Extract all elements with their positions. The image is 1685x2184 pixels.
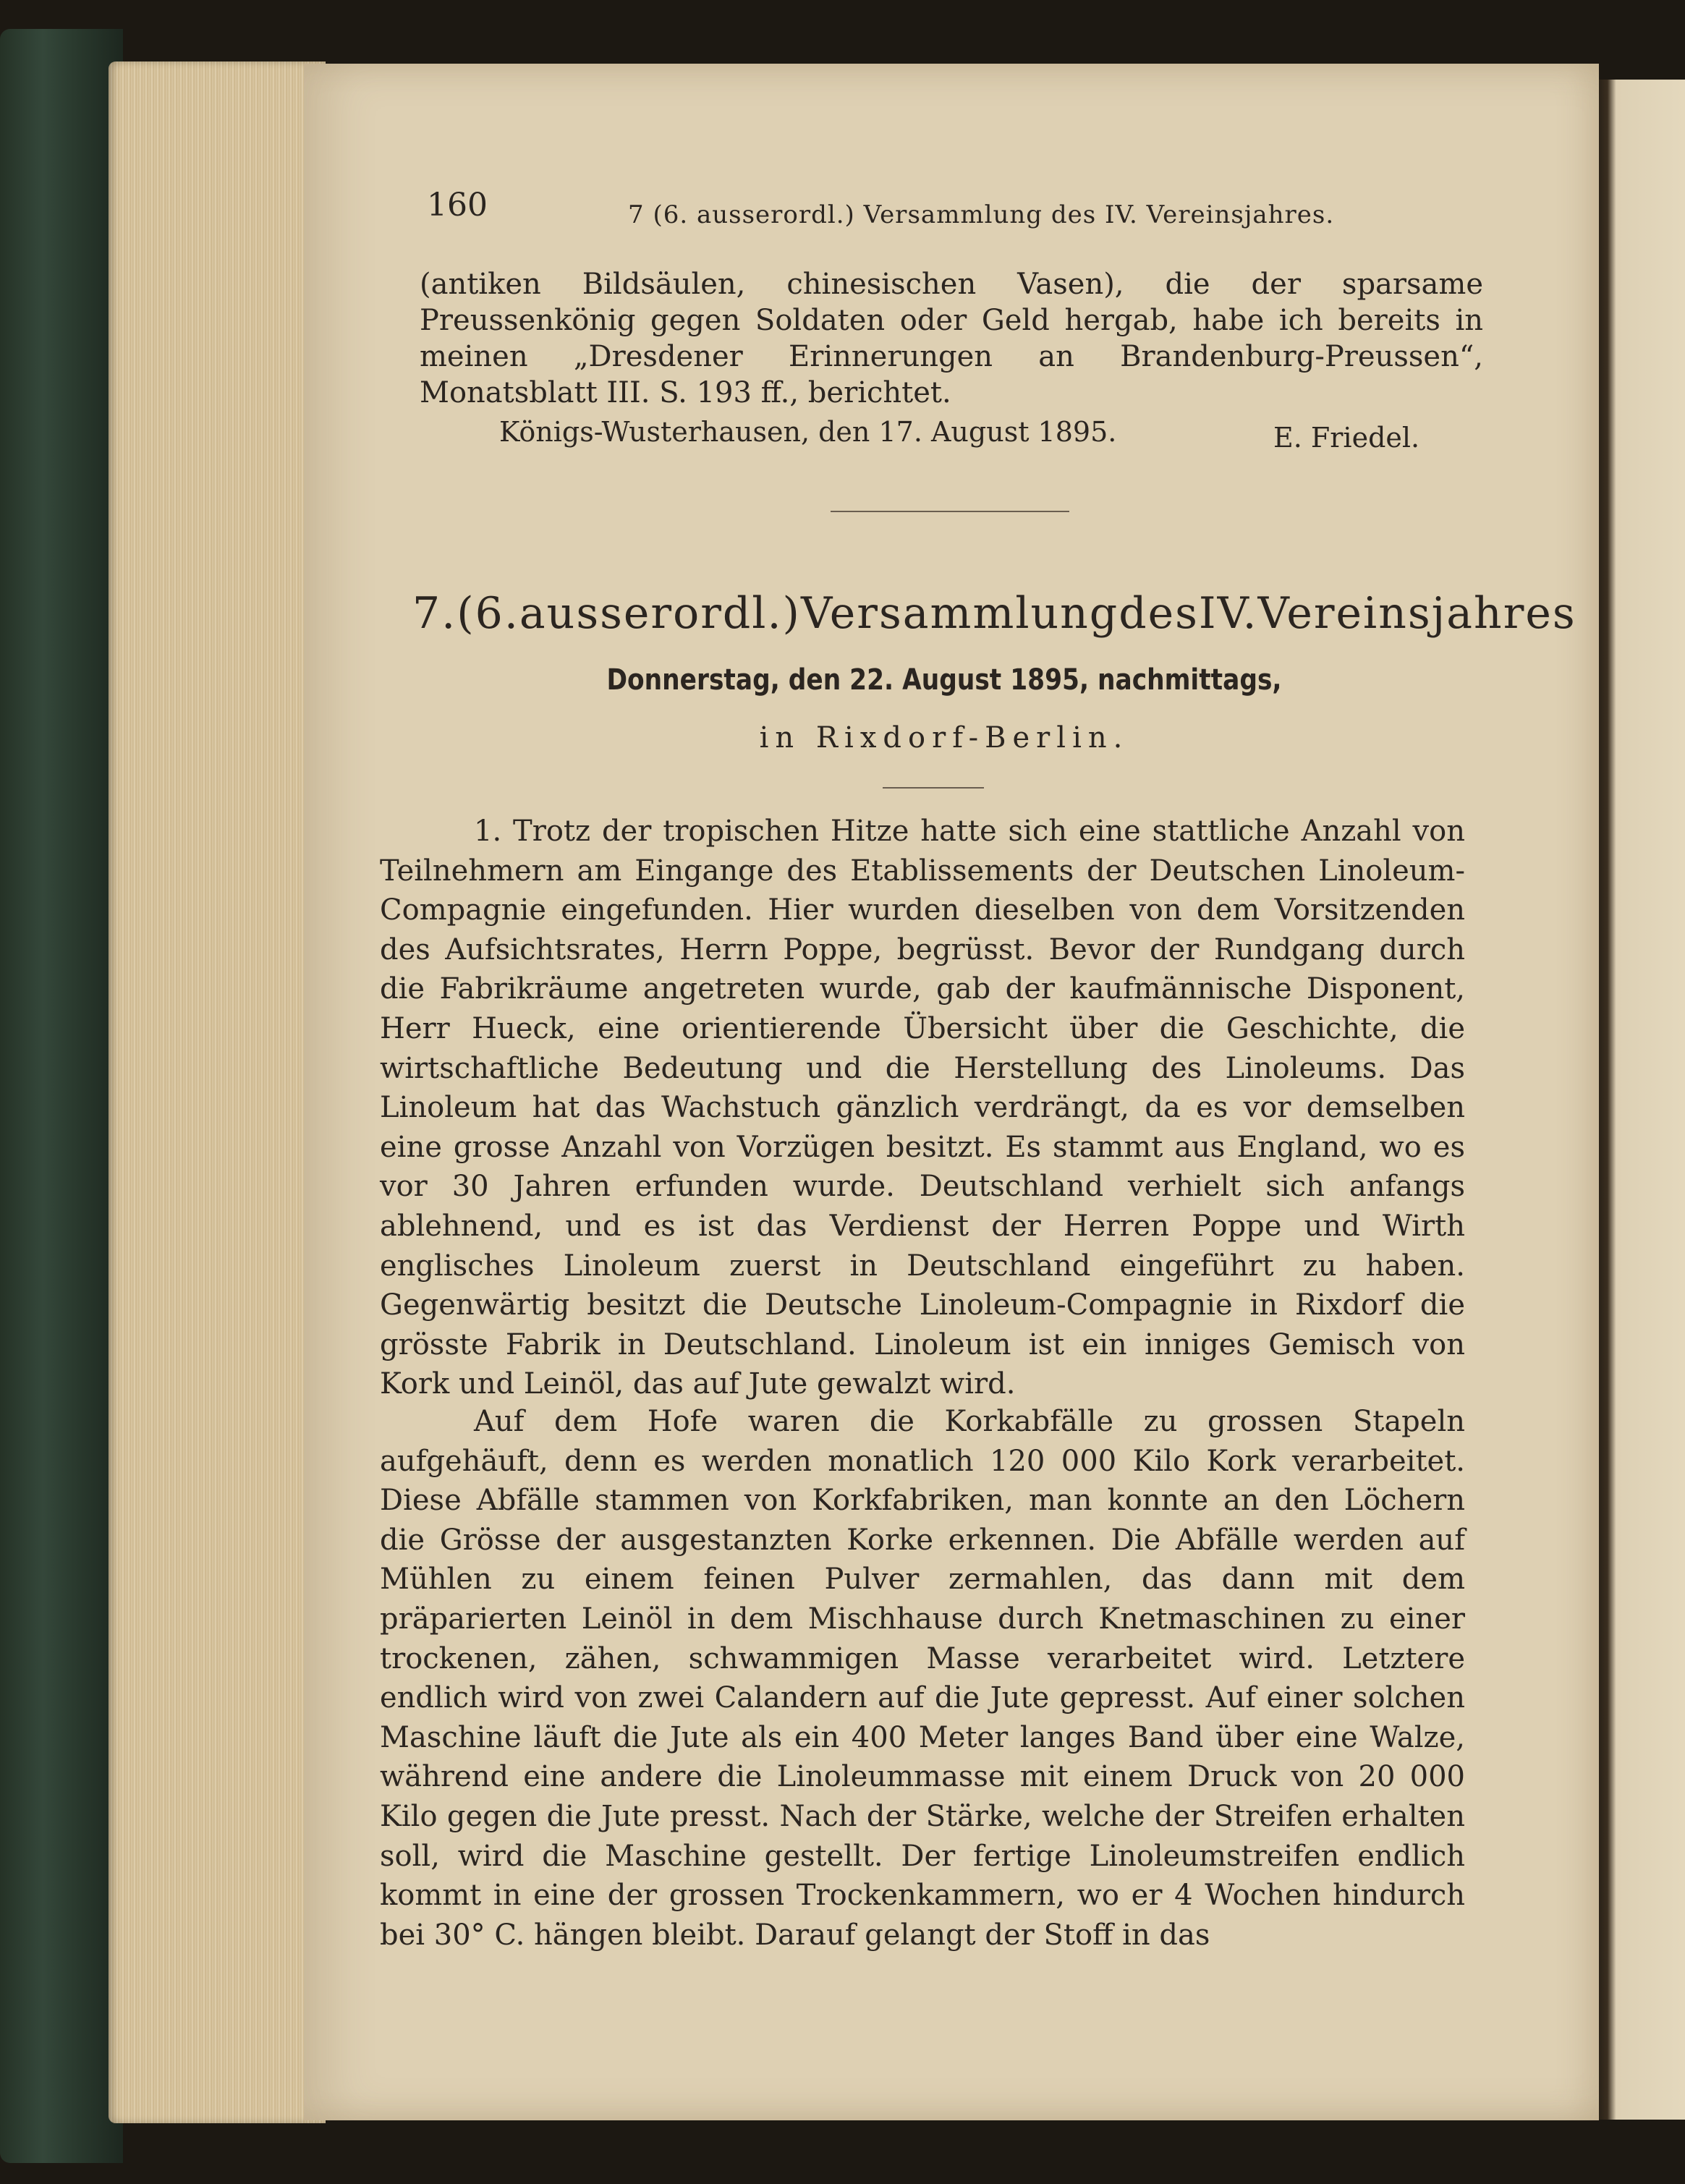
divider-rule — [831, 511, 1069, 512]
section-place-line: in Rixdorf-Berlin. — [759, 721, 1129, 755]
signature-place-date: Königs-Wusterhausen, den 17. August 1895. — [499, 416, 1117, 448]
section-date-line: Donnerstag, den 22. August 1895, nachmittags, — [606, 663, 1282, 697]
top-paragraph: (antiken Bildsäulen, chinesischen Vasen), die der sparsame Preussenkönig gegen Soldaten oder Geld hergab, habe ich bereits in meinen „Dresdener Erinnerungen an Brandenburg-Preussen“, Monatsblatt III. S. 193 ff., berichtet. — [420, 268, 1483, 409]
book-cover — [0, 29, 123, 2163]
page-edges — [109, 61, 326, 2123]
body-paragraph-2: Auf dem Hofe waren die Korkabfälle zu grossen Stapeln aufgehäuft, denn es werden monatlich 120 000 Kilo Kork verarbeitet. Diese Abfälle stammen von Korkfabriken, man konnte an den Löchern die Grösse der ausgestanzten Korke erkennen. Die Abfälle werden auf Mühlen zu einem feinen Pulver zermahlen, das dann mit dem präparierten Leinöl in dem Mischhause durch Knetmaschinen zu einer trockenen, zähen, schwammigen Masse verarbeitet wird. Letztere endlich wird von zwei Calandern auf die Jute gepresst. Auf einer solchen Maschine läuft die Jute als ein 400 Meter langes Band über eine Walze, während eine andere die Linoleummasse mit einem Druck von 20 000 Kilo gegen die Jute presst. Nach der Stärke, welche der Streifen erhalten soll, wird die Maschine gestellt. Der fertige Linoleumstreifen endlich kommt in eine der grossen Trockenkammern, wo er 4 Wochen hindurch bei 30° C. hängen bleibt. Darauf gelangt der Stoff in das — [380, 1405, 1465, 1952]
next-page-edge — [1599, 80, 1685, 2120]
page-number: 160 — [427, 187, 488, 224]
body-paragraph-1: 1. Trotz der tropischen Hitze hatte sich eine stattliche Anzahl von Teilnehmern am Eingange des Etablissements der Deutschen Linoleum-Compagnie eingefunden. Hier wurden dieselben von dem Vorsitzenden des Aufsichtsrates, Herrn Poppe, begrüsst. Bevor der Rundgang durch die Fabrikräume angetreten wurde, gab der kaufmännische Disponent, Herr Hueck, eine orientierende Übersicht über die Geschichte, die wirtschaftliche Bedeutung und die Herstellung des Linoleums. Das Linoleum hat das Wachstuch gänzlich verdrängt, da es vor demselben eine grosse Anzahl von Vorzügen besitzt. Es stammt aus England, wo es vor 30 Jahren erfunden wurde. Deutschland verhielt sich anfangs ablehnend, und es ist das Verdienst der Herren Poppe und Wirth englisches Linoleum zuerst in Deutschland eingeführt zu haben. Gegenwärtig besitzt die Deutsche Linoleum-Compagnie in Rixdorf die grösste Fabrik in Deutschland. Linoleum ist ein inniges Gemisch von Kork und Leinöl, das auf Jute gewalzt wird. — [380, 815, 1465, 1401]
section-title: 7.(6.ausserordl.)VersammlungdesIV.Vereinsjahres — [412, 588, 1576, 639]
short-divider-rule — [883, 787, 984, 789]
running-title: 7 (6. ausserordl.) Versammlung des IV. Vereinsjahres. — [628, 200, 1335, 229]
signature-name: E. Friedel. — [1273, 422, 1420, 454]
